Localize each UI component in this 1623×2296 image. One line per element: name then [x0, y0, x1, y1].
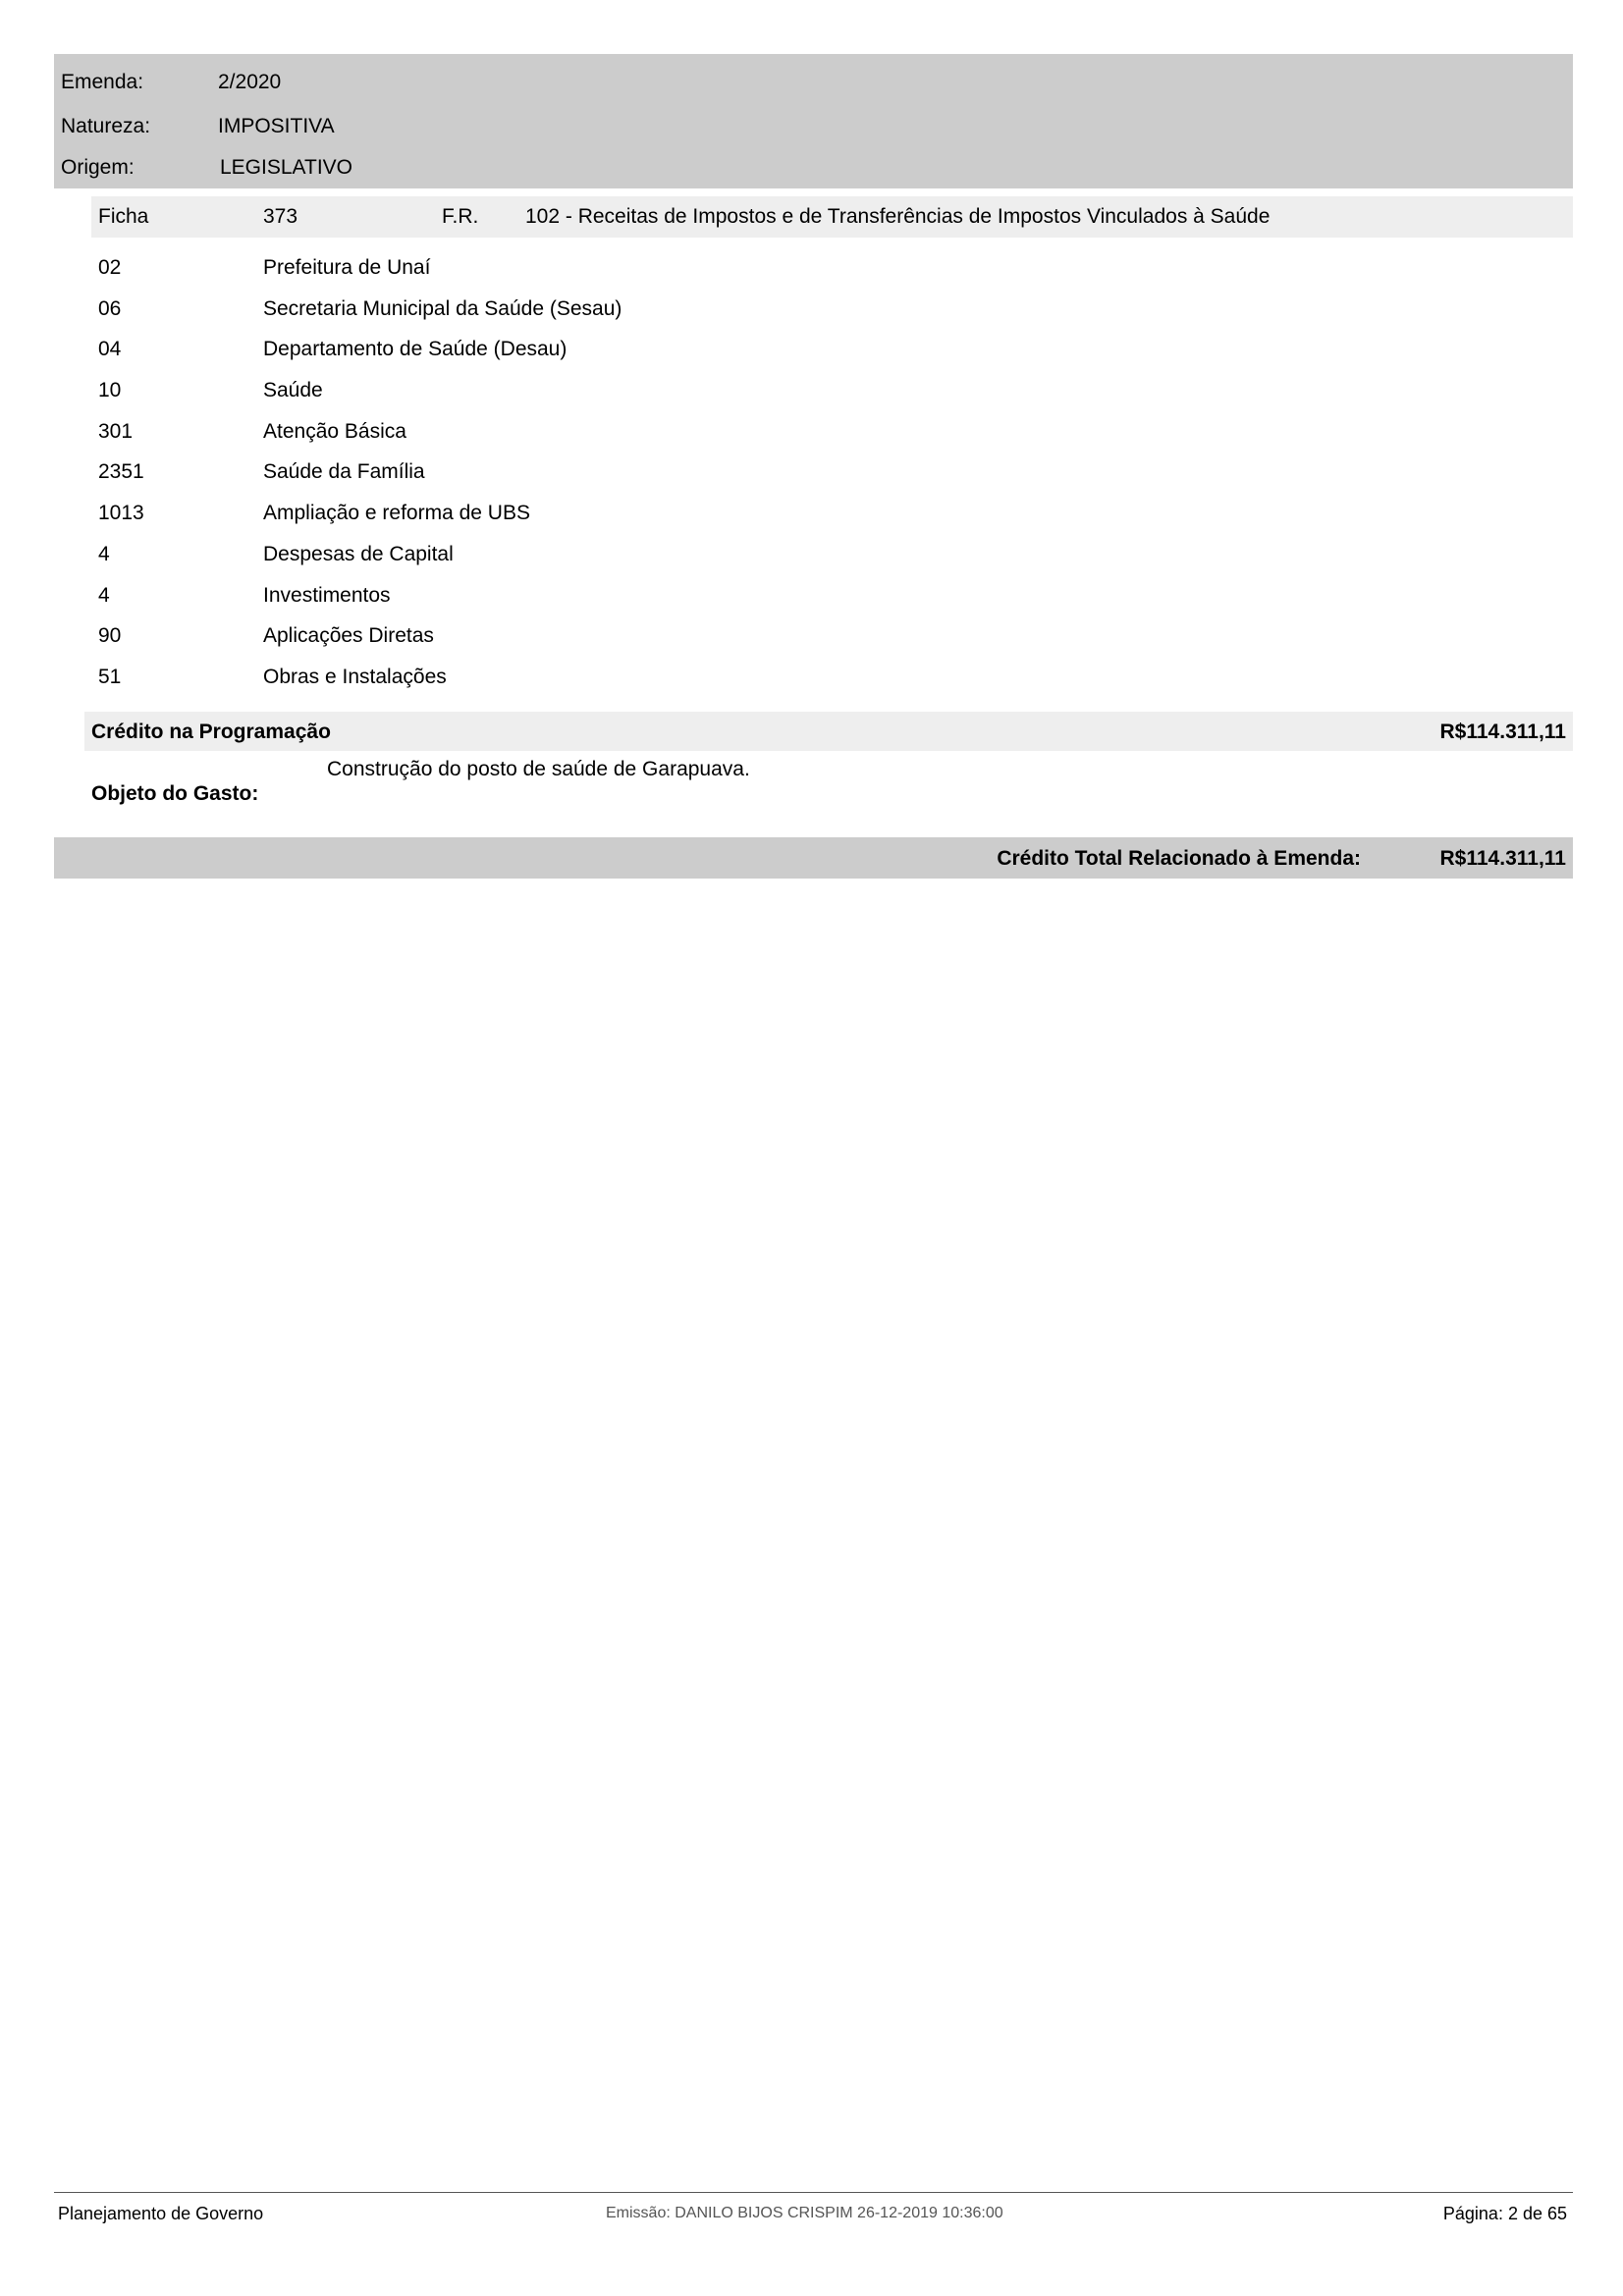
list-item	[98, 624, 1473, 666]
programacao-code: 02	[98, 256, 122, 279]
origem-value: LEGISLATIVO	[220, 156, 352, 179]
programacao-code: 90	[98, 624, 122, 648]
footer-divider	[54, 2192, 1573, 2193]
list-item	[98, 666, 1473, 707]
emenda-label: Emenda:	[61, 71, 144, 93]
programacao-code: 1013	[98, 502, 144, 525]
programacao-desc: Saúde da Família	[263, 460, 425, 484]
programacao-desc: Aplicações Diretas	[263, 624, 434, 648]
credito-value: R$114.311,11	[1439, 721, 1566, 743]
list-item	[98, 297, 1473, 339]
natureza-label: Natureza:	[61, 115, 151, 137]
programacao-desc: Obras e Instalações	[263, 665, 447, 688]
footer-page-number: Página: 2 de 65	[1442, 2204, 1567, 2223]
programacao-code: 301	[98, 419, 134, 443]
objeto-label: Objeto do Gasto:	[91, 782, 259, 805]
objeto-text: Construção do posto de saúde de Garapuava.	[327, 758, 750, 780]
page-footer	[54, 2204, 1573, 2227]
footer-left: Planejamento de Governo	[58, 2204, 264, 2223]
programacao-code: 51	[98, 665, 122, 688]
programacao-desc: Saúde	[263, 379, 323, 402]
programacao-desc: Despesas de Capital	[263, 542, 454, 565]
programacao-code: 4	[98, 583, 110, 607]
programacao-code: 04	[98, 338, 122, 361]
programacao-list	[98, 256, 1473, 707]
fr-label: F.R.	[442, 205, 479, 228]
list-item	[98, 338, 1473, 379]
emenda-header	[54, 54, 1573, 188]
programacao-desc: Atenção Básica	[263, 419, 406, 443]
fr-value: 102 - Receitas de Impostos e de Transferências de Impostos Vinculados à Saúde	[525, 205, 1271, 228]
total-value: R$114.311,11	[1439, 847, 1566, 870]
ficha-bar	[91, 196, 1573, 238]
credito-total-bar	[54, 837, 1573, 879]
programacao-code: 4	[98, 542, 110, 565]
list-item	[98, 256, 1473, 297]
credito-label: Crédito na Programação	[91, 721, 331, 743]
list-item	[98, 460, 1473, 502]
list-item	[98, 502, 1473, 543]
emenda-value: 2/2020	[218, 71, 282, 93]
origem-label: Origem:	[61, 156, 135, 179]
list-item	[98, 379, 1473, 420]
programacao-desc: Prefeitura de Unaí	[263, 256, 431, 279]
list-item	[98, 543, 1473, 584]
programacao-code: 06	[98, 296, 122, 320]
programacao-desc: Departamento de Saúde (Desau)	[263, 338, 568, 361]
natureza-value: IMPOSITIVA	[218, 115, 335, 137]
programacao-code: 10	[98, 379, 122, 402]
list-item	[98, 420, 1473, 461]
total-label: Crédito Total Relacionado à Emenda:	[997, 847, 1361, 870]
programacao-desc: Investimentos	[263, 583, 391, 607]
programacao-desc: Secretaria Municipal da Saúde (Sesau)	[263, 296, 622, 320]
programacao-code: 2351	[98, 460, 144, 484]
credito-programacao-bar	[84, 712, 1573, 751]
list-item	[98, 584, 1473, 625]
ficha-number: 373	[263, 205, 298, 228]
ficha-label: Ficha	[98, 205, 149, 228]
footer-emissao: Emissão: DANILO BIJOS CRISPIM 26-12-2019 10:36:00	[606, 2205, 1003, 2221]
programacao-desc: Ampliação e reforma de UBS	[263, 502, 530, 525]
